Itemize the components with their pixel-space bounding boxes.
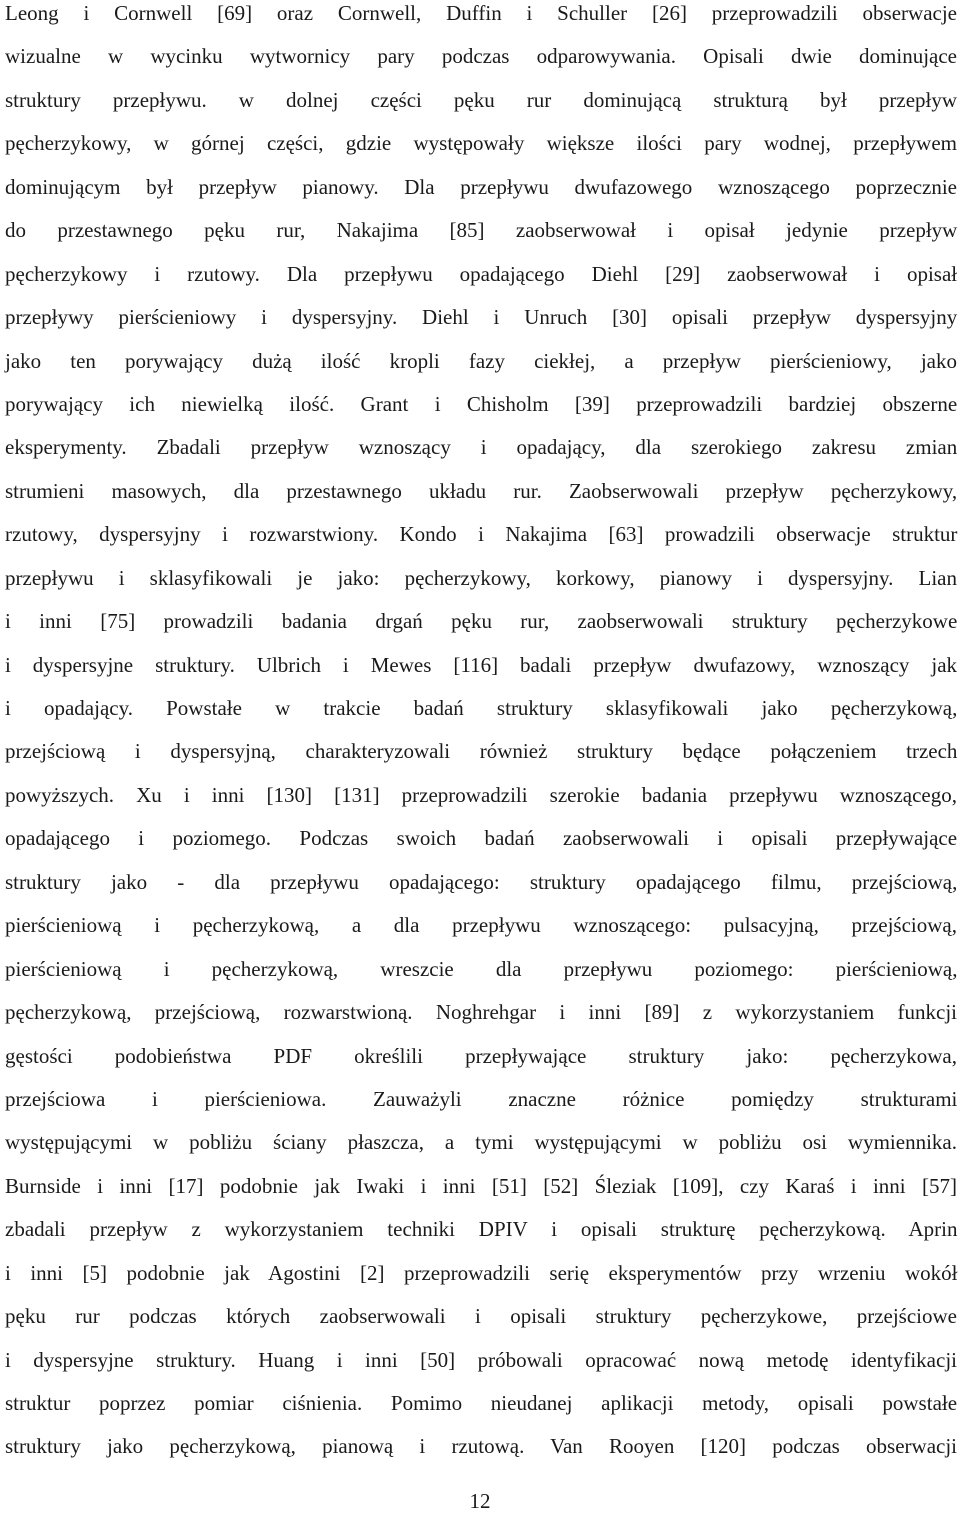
text-line: Burnside i inni [17] podobnie jak Iwaki i inni [51] [52] Śleziak [109], czy Karaś i inni [57] xyxy=(5,1173,957,1198)
text-line: i inni [75] prowadzili badania drgań pęku rur, zaobserwowali struktury pęcherzykowe xyxy=(5,609,958,634)
text-line: pęcherzykową, przejściową, rozwarstwioną. Noghrehgar i inni [89] z wykorzystaniem funkcji xyxy=(5,1000,957,1025)
text-line: eksperymenty. Zbadali przepływ wznoszący i opadający, dla szerokiego zakresu zmian xyxy=(5,435,958,460)
page-number: 12 xyxy=(469,1489,491,1513)
text-line: powyższych. Xu i inni [130] [131] przeprowadzili szerokie badania przepływu wznoszącego, xyxy=(5,782,957,807)
text-line: rzutowy, dyspersyjny i rozwarstwiony. Kondo i Nakajima [63] prowadzili obserwacje struktur xyxy=(5,522,958,547)
text-line: gęstości podobieństwa PDF określili przepływające struktury jako: pęcherzykowa, xyxy=(5,1043,957,1068)
text-line: Leong i Cornwell [69] oraz Cornwell, Duffin i Schuller [26] przeprowadzili obserwacje xyxy=(5,1,957,25)
text-line: do przestawnego pęku rur, Nakajima [85] zaobserwował i opisał jedynie przepływ xyxy=(5,218,958,243)
text-line: występującymi w pobliżu ściany płaszcza, a tymi występującymi w pobliżu osi wymiennika. xyxy=(5,1130,957,1155)
text-line: wizualne w wycinku wytwornicy pary podczas odparowywania. Opisali dwie dominujące xyxy=(5,44,957,69)
text-line: pęcherzykowy, w górnej części, gdzie występowały większe ilości pary wodnej, przepływem xyxy=(5,131,957,156)
text-line: i dyspersyjne struktury. Huang i inni [50] próbowali opracować nową metodę identyfikacji xyxy=(5,1347,957,1372)
text-line: jako ten porywający dużą ilość kropli fazy ciekłej, a przepływ pierścieniowy, jako xyxy=(5,348,957,373)
text-line: struktury przepływu. w dolnej części pęku rur dominującą strukturą był przepływ xyxy=(5,87,958,112)
body-paragraph xyxy=(5,0,957,1469)
text-line: zbadali przepływ z wykorzystaniem techniki DPIV i opisali strukturę pęcherzykową. Aprin xyxy=(5,1217,958,1242)
text-line: pierścieniową i pęcherzykową, a dla przepływu wznoszącego: pulsacyjną, przejściową, xyxy=(5,913,957,938)
text-line: struktury jako - dla przepływu opadającego: struktury opadającego filmu, przejściową, xyxy=(5,869,958,894)
text-line: przepływy pierścieniowy i dyspersyjny. Diehl i Unruch [30] opisali przepływ dyspersyjny xyxy=(5,305,958,330)
text-line: pęku rur podczas których zaobserwowali i opisali struktury pęcherzykowe, przejściowe xyxy=(5,1304,957,1329)
text-line: pierścieniową i pęcherzykową, wreszcie dla przepływu poziomego: pierścieniową, xyxy=(5,956,958,981)
text-line: opadającego i poziomego. Podczas swoich badań zaobserwowali i opisali przepływające xyxy=(5,826,958,851)
text-line: i dyspersyjne struktury. Ulbrich i Mewes [116] badali przepływ dwufazowy, wznoszący jak xyxy=(5,652,958,677)
text-line: dominującym był przepływ pianowy. Dla przepływu dwufazowego wznoszącego poprzecznie xyxy=(5,174,957,199)
text-line: strumieni masowych, dla przestawnego układu rur. Zaobserwowali przepływ pęcherzykowy, xyxy=(5,478,958,503)
text-line: przejściowa i pierścieniowa. Zauważyli znaczne różnice pomiędzy strukturami xyxy=(5,1086,958,1111)
text-line: struktur poprzez pomiar ciśnienia. Pomimo nieudanej aplikacji metody, opisali powstałe xyxy=(5,1391,958,1415)
text-line: i inni [5] podobnie jak Agostini [2] przeprowadzili serię eksperymentów przy wrzeniu wokół xyxy=(5,1260,958,1285)
text-line: przejściową i dyspersyjną, charakteryzowali również struktury będące połączeniem trzech xyxy=(5,739,958,764)
text-line: przepływu i sklasyfikowali je jako: pęcherzykowy, korkowy, pianowy i dyspersyjny. Lian xyxy=(5,565,957,590)
text-line: struktury jako pęcherzykową, pianową i rzutową. Van Rooyen [120] podczas obserwacji xyxy=(5,1434,957,1459)
text-line: i opadający. Powstałe w trakcie badań struktury sklasyfikowali jako pęcherzykową, xyxy=(5,696,958,720)
text-line: pęcherzykowy i rzutowy. Dla przepływu opadającego Diehl [29] zaobserwował i opisał xyxy=(5,261,958,286)
text-line: porywający ich niewielką ilość. Grant i Chisholm [39] przeprowadzili bardziej obszerne xyxy=(5,391,958,416)
